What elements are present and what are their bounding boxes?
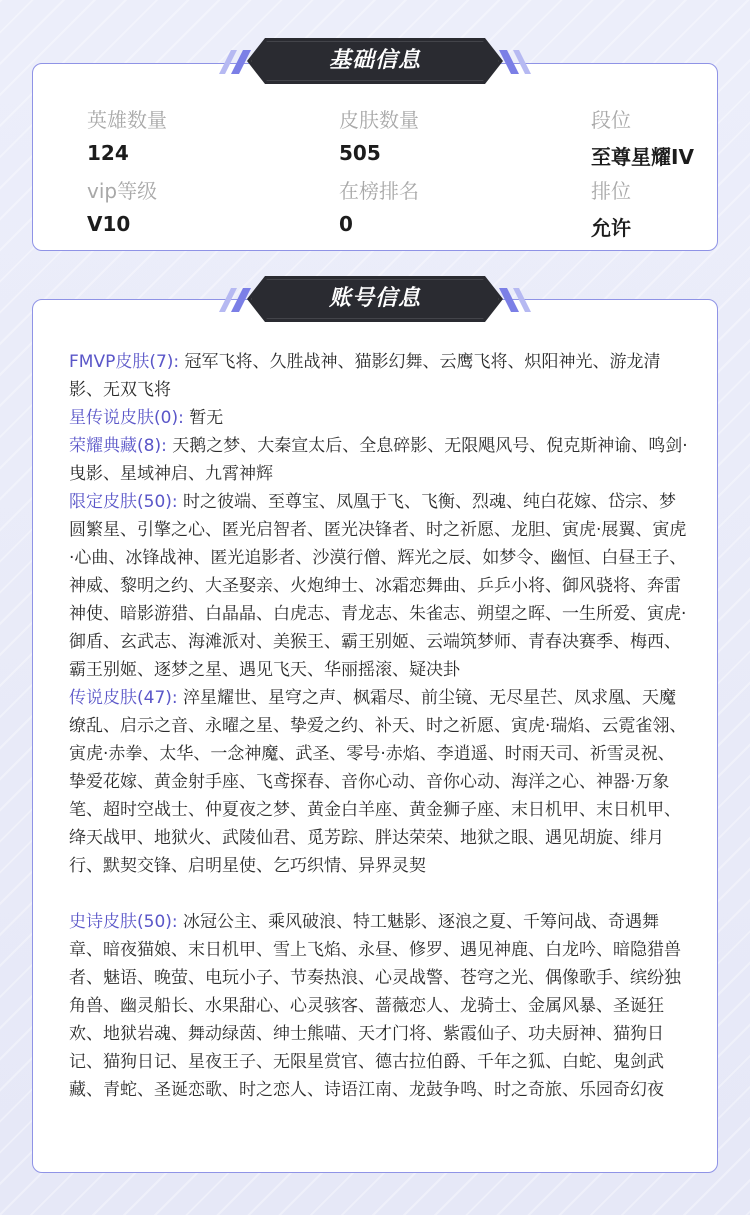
basic-info-card bbox=[32, 63, 718, 251]
category-items: 时之彼端、至尊宝、凤凰于飞、飞衡、烈魂、纯白花嫁、岱宗、梦圆繁星、引擎之心、匿光启智者、匿光决锋者、时之祈愿、龙胆、寅虎·展翼、寅虎·心曲、冰锋战神、匿光追影者、沙漠行僧、辉光之辰、如梦令、幽恒、白昼王子、神威、黎明之约、大圣娶亲、火炮绅士、冰霜恋舞曲、乒乒小将、御风骁将、奔雷神使、暗影游猎、白晶晶、白虎志、青龙志、朱雀志、朔望之晖、一生所爱、寅虎·御盾、玄武志、海滩派对、美猴王、霸王别姬、云端筑梦师、青春决赛季、梅西、霸王别姬、逐梦之星、遇见飞天、华丽摇滚、疑决卦 bbox=[69, 492, 687, 680]
field-value: V10 bbox=[87, 212, 131, 236]
field-value: 124 bbox=[87, 141, 129, 165]
account-info-card bbox=[32, 299, 718, 1173]
category-label: 荣耀典藏(8): bbox=[69, 436, 167, 456]
ranked-allowed-field bbox=[591, 175, 631, 241]
skin-category-limited bbox=[69, 488, 689, 684]
category-label: 传说皮肤(47): bbox=[69, 688, 178, 708]
field-value: 至尊星耀IV bbox=[591, 145, 694, 169]
field-label: 在榜排名 bbox=[339, 179, 419, 203]
field-value: 0 bbox=[339, 212, 353, 236]
hero-count-field bbox=[87, 104, 167, 165]
section-title: 账号信息 bbox=[328, 286, 421, 311]
category-label: 史诗皮肤(50): bbox=[69, 912, 178, 932]
category-items: 天鹅之梦、大秦宣太后、全息碎影、无限飓风号、倪克斯神谕、鸣剑·曳影、星域神启、九霄神辉 bbox=[69, 436, 688, 484]
field-label: 英雄数量 bbox=[87, 108, 167, 132]
spacer bbox=[69, 880, 689, 908]
category-items: 冰冠公主、乘风破浪、特工魅影、逐浪之夏、千筹问战、奇遇舞章、暗夜猫娘、末日机甲、雪上飞焰、永昼、修罗、遇见神鹿、白龙吟、暗隐猎兽者、魅语、晚萤、电玩小子、节奏热浪、心灵战警、苍穹之光、偶像歌手、缤纷独角兽、幽灵船长、水果甜心、心灵骇客、蔷薇恋人、龙骑士、金属风暴、圣诞狂欢、地狱岩魂、舞动绿茵、绅士熊喵、天才门将、紫霞仙子、功夫厨神、猫狗日记、猫狗日记、星夜王子、无限星赏官、德古拉伯爵、千年之狐、白蛇、鬼剑武藏、青蛇、圣诞恋歌、时之恋人、诗语江南、龙鼓争鸣、时之奇旅、乐园奇幻夜 bbox=[69, 912, 681, 1100]
vip-level-field bbox=[87, 175, 157, 236]
skin-category-legend bbox=[69, 684, 689, 880]
rank-tier-field bbox=[591, 104, 694, 170]
skin-category-epic bbox=[69, 908, 689, 1104]
field-label: 皮肤数量 bbox=[339, 108, 419, 132]
field-value: 允许 bbox=[591, 216, 631, 240]
field-value: 505 bbox=[339, 141, 381, 165]
skin-list bbox=[69, 348, 689, 1104]
leaderboard-rank-field bbox=[339, 175, 419, 236]
skin-category-fmvp bbox=[69, 348, 689, 404]
field-label: vip等级 bbox=[87, 179, 158, 203]
skin-category-glory-collection bbox=[69, 432, 689, 488]
category-label: FMVP皮肤(7): bbox=[69, 352, 180, 372]
category-label: 限定皮肤(50): bbox=[69, 492, 178, 512]
category-items: 淬星耀世、星穹之声、枫霜尽、前尘镜、无尽星芒、凤求凰、天魔缭乱、启示之音、永曜之星、挚爱之约、补天、时之祈愿、寅虎·瑞焰、云霓雀翎、寅虎·赤拳、太华、一念神魔、武圣、零号·赤焰、李逍遥、时雨天司、祈雪灵祝、挚爱花嫁、黄金射手座、飞鸢探春、音你心动、音你心动、海洋之心、神器·万象笔、超时空战士、仲夏夜之梦、黄金白羊座、黄金狮子座、末日机甲、末日机甲、绛天战甲、地狱火、武陵仙君、觅芳踪、胖达荣荣、地狱之眼、遇见胡旋、绯月行、默契交锋、启明星使、乞巧织情、异界灵契 bbox=[69, 688, 687, 876]
section-title: 基础信息 bbox=[328, 48, 421, 73]
basic-info-header bbox=[225, 38, 525, 86]
skin-count-field bbox=[339, 104, 419, 165]
account-info-header bbox=[225, 276, 525, 324]
category-items: 冠军飞将、久胜战神、猫影幻舞、云鹰飞将、炽阳神光、游龙清影、无双飞将 bbox=[69, 352, 661, 400]
category-items: 暂无 bbox=[189, 408, 224, 428]
skin-category-star-legend bbox=[69, 404, 689, 432]
decorative-slash-icon bbox=[493, 44, 533, 80]
category-label: 星传说皮肤(0): bbox=[69, 408, 184, 428]
field-label: 段位 bbox=[591, 108, 631, 132]
decorative-slash-icon bbox=[493, 282, 533, 318]
field-label: 排位 bbox=[591, 179, 631, 203]
